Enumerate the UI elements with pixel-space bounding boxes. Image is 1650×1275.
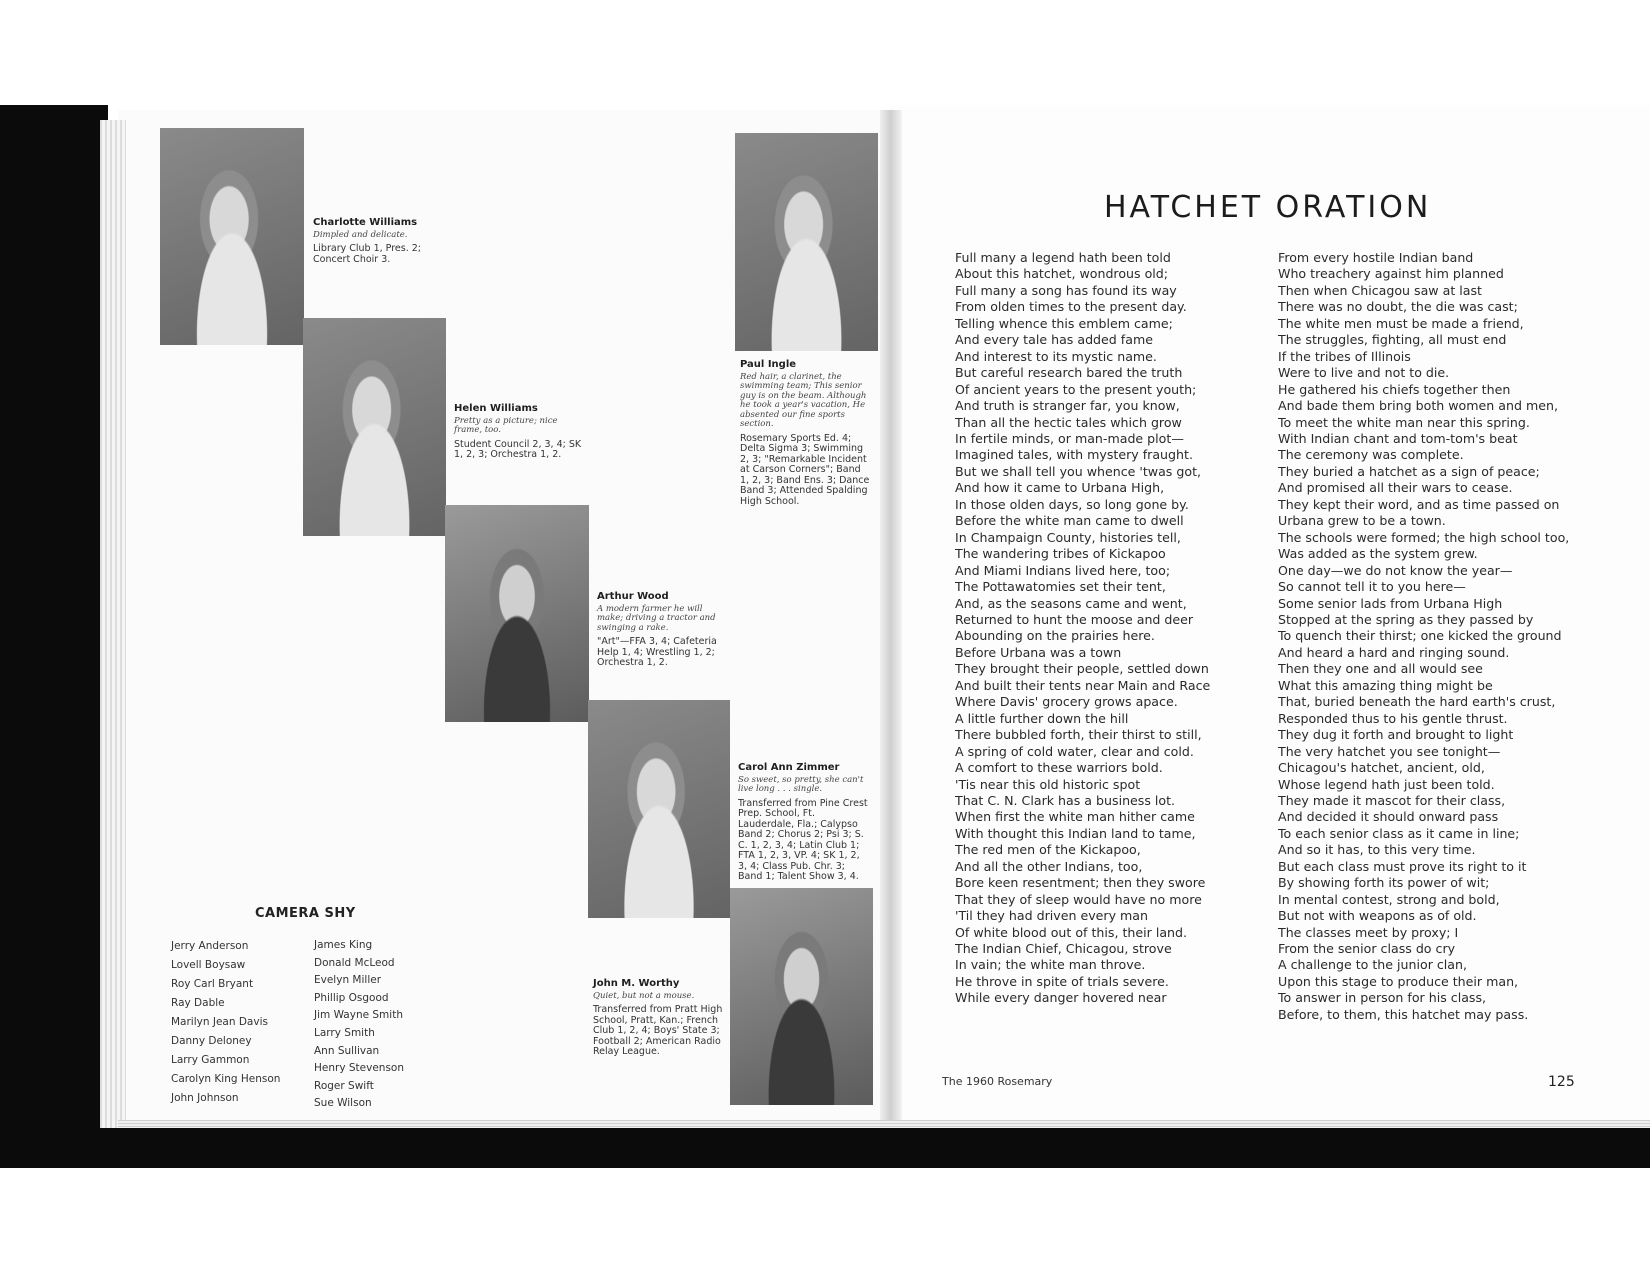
poem-line: A comfort to these warriors bold. (955, 760, 1163, 776)
poem-line: Stopped at the spring as they passed by (1278, 611, 1534, 627)
photo-paul-ingle (735, 133, 878, 351)
poem-line: Were to live and not to die. (1278, 365, 1450, 381)
poem-line: Before, to them, this hatchet may pass. (1278, 1006, 1529, 1022)
poem-line: The schools were formed; the high school too, (1278, 529, 1570, 545)
poem-line: From every hostile Indian band (1278, 250, 1474, 265)
student-quote: Dimpled and delicate. (313, 229, 408, 240)
poem-line: Than all the hectic tales which grow (955, 414, 1182, 430)
poem-line: In fertile minds, or man-made plot— (955, 430, 1184, 446)
poem-column-2 (1278, 250, 1569, 1023)
camera-shy-name: Marilyn Jean Davis (171, 1016, 268, 1028)
poem-line: Imagined tales, with mystery fraught. (955, 447, 1193, 463)
page-number: 125 (1548, 1074, 1575, 1090)
photo-john-worthy (730, 888, 873, 1105)
poem-line: And all the other Indians, too, (955, 858, 1143, 874)
camera-shy-name: Evelyn Miller (314, 974, 382, 987)
camera-shy-name: Roy Carl Bryant (171, 978, 254, 990)
student-activities: Rosemary Sports Ed. 4; Delta Sigma 3; Swimming 2, 3; "Remarkable Incident at Carson Corners"; Band 1, 2, 3; Band Ens. 3; Dance Band 3; Attended Spalding High School. (740, 432, 870, 507)
student-name: Helen Williams (454, 403, 538, 414)
poem-line: And, as the seasons came and went, (955, 595, 1187, 611)
camera-shy-name: Roger Swift (314, 1079, 374, 1092)
poem-line: The struggles, fighting, all must end (1278, 332, 1507, 348)
poem-line: He throve in spite of trials severe. (955, 973, 1169, 989)
poem-line: Upon this stage to produce their man, (1278, 973, 1519, 989)
camera-shy-name: Phillip Osgood (314, 991, 389, 1004)
poem-line: And decided it should onward pass (1278, 809, 1499, 825)
poem-line: And heard a hard and ringing sound. (1278, 644, 1510, 660)
student-activities: Student Council 2, 3, 4; SK 1, 2, 3; Orchestra 1, 2. (454, 438, 582, 460)
poem-line: Then when Chicagou saw at last (1278, 282, 1482, 298)
poem-line: The red men of the Kickapoo, (955, 842, 1141, 858)
poem-line: Where Davis' grocery grows apace. (955, 694, 1178, 710)
camera-shy-name: Carolyn King Henson (171, 1073, 281, 1085)
poem-line: They dug it forth and brought to light (1278, 727, 1514, 743)
camera-shy-name: James King (314, 939, 373, 951)
poem-line: From the senior class do cry (1278, 941, 1456, 957)
student-name: John M. Worthy (593, 978, 680, 989)
camera-shy-name: Ann Sullivan (314, 1044, 380, 1057)
poem-line: From olden times to the present day. (955, 299, 1187, 315)
student-name: Charlotte Williams (313, 217, 418, 228)
footer-yearbook-title: The 1960 Rosemary (942, 1075, 1053, 1088)
poem-line: Abounding on the prairies here. (955, 628, 1155, 644)
student-name: Arthur Wood (597, 591, 669, 602)
poem-line: And built their tents near Main and Race (955, 677, 1211, 693)
poem-line: Urbana grew to be a town. (1278, 513, 1446, 529)
poem-line: And so it has, to this very time. (1278, 842, 1476, 858)
poem-line: While every danger hovered near (955, 990, 1167, 1006)
poem-line: With thought this Indian land to tame, (955, 825, 1196, 841)
poem-line: The classes meet by proxy; I (1278, 924, 1459, 940)
camera-shy-name: Sue Wilson (314, 1097, 372, 1110)
poem-line: Responded thus to his gentle thrust. (1278, 710, 1508, 726)
student-activities: Library Club 1, Pres. 2; Concert Choir 3. (313, 243, 422, 265)
bio-carol-ann-zimmer (738, 763, 868, 883)
poem-line: But careful research bared the truth (955, 365, 1183, 381)
student-quote: A modern farmer he will make; driving a tractor and swinging a rake. (597, 603, 716, 633)
poem-line: That, buried beneath the hard earth's crust, (1278, 694, 1556, 710)
poem-line: And every tale has added fame (955, 332, 1153, 348)
poem-line: They made it mascot for their class, (1278, 792, 1506, 808)
poem-line: When first the white man hither came (955, 809, 1195, 825)
poem-line: The wandering tribes of Kickapoo (955, 546, 1166, 562)
poem-line: Returned to hunt the moose and deer (955, 611, 1194, 627)
poem-line: Bore keen resentment; then they swore (955, 875, 1206, 891)
poem-line: And truth is stranger far, you know, (955, 398, 1180, 414)
student-name: Paul Ingle (740, 359, 797, 370)
bio-helen-williams (454, 404, 586, 461)
photo-carol-ann-zimmer (588, 700, 730, 918)
poem-line: To meet the white man near this spring. (1278, 414, 1530, 430)
student-name: Carol Ann Zimmer (738, 762, 840, 773)
poem-line: By showing forth its power of wit; (1278, 875, 1490, 891)
poem-line: The Indian Chief, Chicagou, strove (955, 941, 1172, 957)
poem-line: Of ancient years to the present youth; (955, 381, 1197, 397)
student-quote: So sweet, so pretty, she can't live long . . . single. (738, 774, 864, 794)
poem-line: If the tribes of Illinois (1278, 348, 1411, 364)
poem-line: Full many a legend hath been told (955, 250, 1171, 265)
poem-line: That they of sleep would have no more (955, 891, 1202, 907)
photo-helen-williams (303, 318, 446, 536)
poem-line: What this amazing thing might be (1278, 677, 1493, 693)
poem-line: But each class must prove its right to it (1278, 858, 1527, 874)
poem-line: Before the white man came to dwell (955, 513, 1184, 529)
poem-line: That C. N. Clark has a business lot. (955, 792, 1176, 808)
page-title: HATCHET ORATION (1104, 190, 1432, 225)
poem-line: And how it came to Urbana High, (955, 480, 1165, 496)
bio-charlotte-williams (313, 218, 441, 265)
poem-line: But we shall tell you whence 'twas got, (955, 463, 1202, 479)
poem-line: To answer in person for his class, (1278, 990, 1487, 1006)
poem-line: They kept their word, and as time passed on (1278, 496, 1560, 512)
poem-line: One day—we do not know the year— (1278, 562, 1513, 578)
poem-line: The white men must be made a friend, (1278, 315, 1524, 331)
camera-shy-name: Henry Stevenson (314, 1062, 404, 1075)
poem-line: Telling whence this emblem came; (955, 315, 1173, 331)
poem-line: The ceremony was complete. (1278, 447, 1464, 463)
poem-line: To each senior class as it came in line; (1278, 825, 1520, 841)
camera-shy-name: Jim Wayne Smith (314, 1009, 403, 1022)
student-activities: "Art"—FFA 3, 4; Cafeteria Help 1, 4; Wrestling 1, 2; Orchestra 1, 2. (597, 636, 717, 668)
poem-line: And interest to its mystic name. (955, 348, 1157, 364)
camera-shy-column-1 (171, 937, 280, 1108)
camera-shy-name: Lovell Boysaw (171, 959, 246, 971)
poem-line: In vain; the white man throve. (955, 957, 1146, 973)
poem-line: In those olden days, so long gone by. (955, 496, 1189, 512)
camera-shy-name: Ray Dable (171, 997, 225, 1009)
poem-line: To quench their thirst; one kicked the ground (1278, 628, 1562, 644)
poem-line: But not with weapons as of old. (1278, 908, 1477, 924)
poem-line: 'Til they had driven every man (955, 908, 1148, 924)
poem-line: The very hatchet you see tonight— (1278, 743, 1501, 759)
poem-line: In Champaign County, histories tell, (955, 529, 1181, 545)
poem-line: A spring of cold water, clear and cold. (955, 743, 1194, 759)
page-edges (100, 120, 126, 1140)
camera-shy-title: CAMERA SHY (255, 906, 356, 921)
student-quote: Pretty as a picture; nice frame, too. (454, 415, 558, 435)
camera-shy-name: Danny Deloney (171, 1035, 252, 1047)
student-activities: Transferred from Pratt High School, Pratt, Kan.; French Club 1, 2, 4; Boys' State 3; Football 2; American Radio Relay League. (593, 1004, 723, 1057)
poem-line: They brought their people, settled down (955, 661, 1209, 677)
poem-line: Was added as the system grew. (1278, 546, 1478, 562)
poem-line: Of white blood out of this, their land. (955, 924, 1188, 940)
camera-shy-column-2 (314, 937, 404, 1113)
poem-line: Whose legend hath just been told. (1278, 776, 1495, 792)
poem-column-1 (955, 250, 1210, 1007)
poem-line: And Miami Indians lived here, too; (955, 562, 1171, 578)
camera-shy-name: John Johnson (171, 1092, 239, 1104)
poem-line: About this hatchet, wondrous old; (955, 266, 1169, 282)
poem-line: Who treachery against him planned (1278, 266, 1504, 282)
poem-line: They buried a hatchet as a sign of peace; (1278, 463, 1540, 479)
camera-shy-name: Larry Gammon (171, 1054, 250, 1066)
poem-line: The Pottawatomies set their tent, (955, 579, 1166, 595)
poem-line: Then they one and all would see (1278, 661, 1483, 677)
poem-line: With Indian chant and tom-tom's beat (1278, 430, 1518, 446)
poem-line: There bubbled forth, their thirst to still, (955, 727, 1202, 743)
poem-line: Some senior lads from Urbana High (1278, 595, 1503, 611)
book-gutter (880, 110, 902, 1130)
bio-arthur-wood (597, 592, 727, 669)
poem-line: A challenge to the junior clan, (1278, 957, 1468, 973)
student-activities: Transferred from Pine Crest Prep. School, Ft. Lauderdale, Fla.; Calypso Band 2; Chorus 2; Psi 3; S. C. 1, 2, 3, 4; Latin Club 1; FTA 1, 2, 3, VP. 4; SK 1, 2, 3, 4; Class Pub. Chr. 3; Band 1; Talent Show 3, 4. (738, 797, 868, 882)
poem-line: Before Urbana was a town (955, 644, 1122, 660)
poem-line: In mental contest, strong and bold, (1278, 891, 1500, 907)
poem-line: So cannot tell it to you here— (1278, 579, 1466, 595)
scan-border-bottom (0, 1128, 1650, 1168)
poem-line: He gathered his chiefs together then (1278, 381, 1511, 397)
camera-shy-name: Larry Smith (314, 1026, 375, 1039)
bio-paul-ingle (740, 360, 870, 507)
bio-john-worthy (593, 979, 723, 1058)
poem-line: A little further down the hill (955, 710, 1129, 726)
scan-border-left (0, 105, 108, 1168)
poem-line: Full many a song has found its way (955, 282, 1177, 298)
student-quote: Quiet, but not a mouse. (593, 990, 695, 1001)
poem-line: There was no doubt, the die was cast; (1278, 299, 1518, 315)
poem-line: 'Tis near this old historic spot (955, 776, 1141, 792)
camera-shy-name: Donald McLeod (314, 956, 395, 969)
photo-arthur-wood (445, 505, 589, 722)
poem-line: And promised all their wars to cease. (1278, 480, 1513, 496)
student-quote: Red hair, a clarinet, the swimming team; This senior guy is on the beam. Although he took a year's vacation, He absented our fine sports section. (740, 371, 867, 429)
poem-line: Chicagou's hatchet, ancient, old, (1278, 760, 1485, 776)
photo-charlotte-williams (160, 128, 304, 345)
poem-line: And bade them bring both women and men, (1278, 398, 1558, 414)
camera-shy-name: Jerry Anderson (171, 940, 249, 952)
